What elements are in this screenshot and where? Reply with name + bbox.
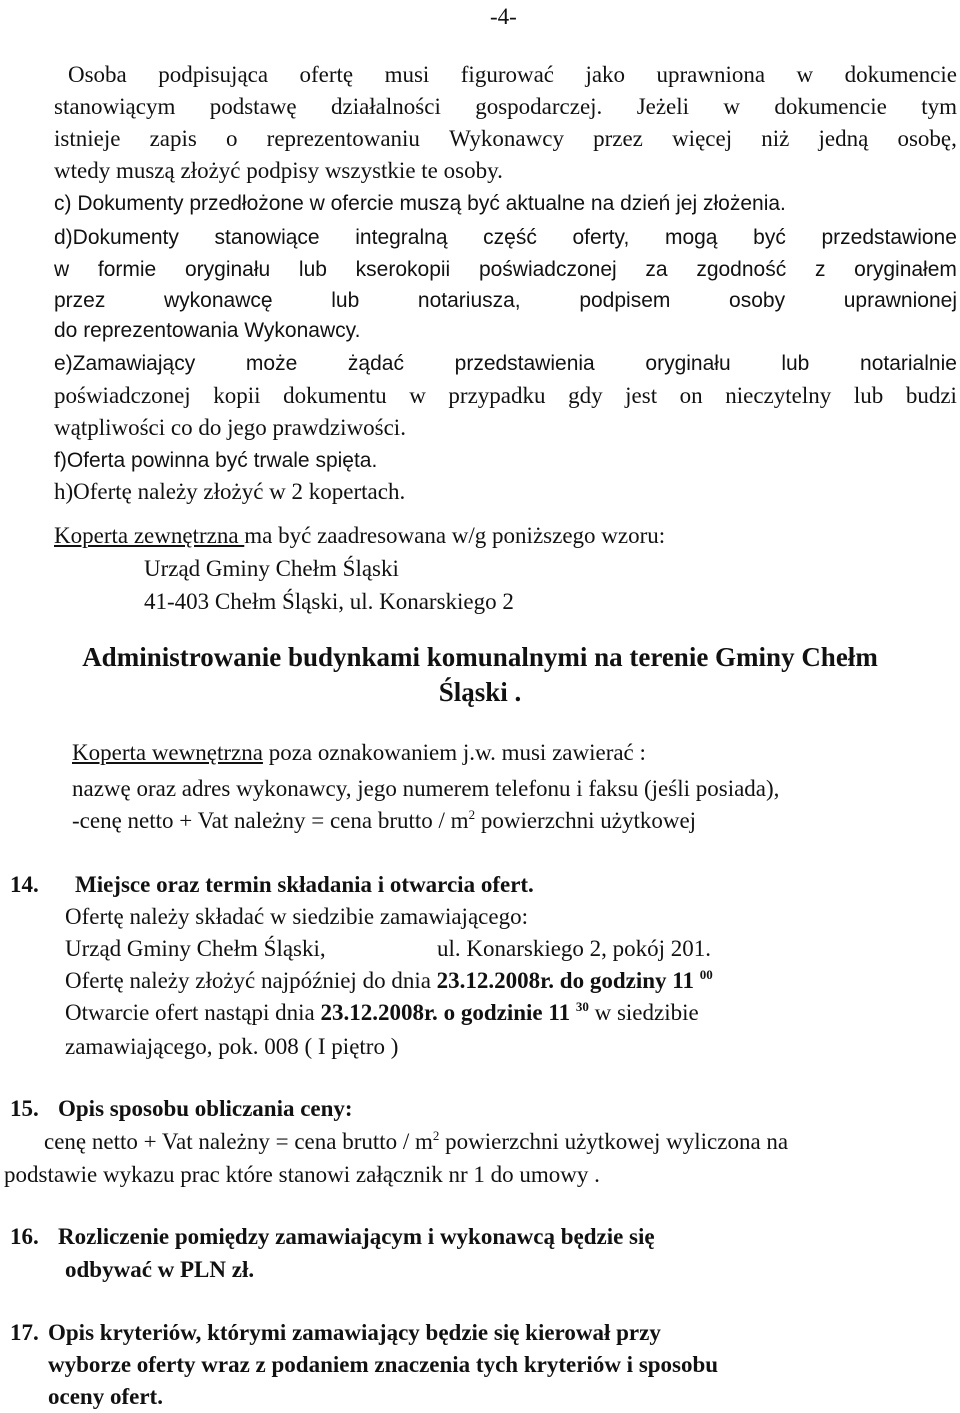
opening-date: 23.12.2008r.: [320, 1000, 438, 1025]
section-14-line-2b: ul. Konarskiego 2, pokój 201.: [437, 936, 712, 961]
section-14-number: 14.: [10, 872, 39, 897]
word: zgodność: [696, 258, 787, 281]
word: jedną: [818, 126, 869, 151]
submission-minutes: 00: [699, 967, 713, 982]
word: jako: [585, 62, 626, 87]
word: lub: [781, 352, 810, 375]
point-f: f)Oferta powinna być trwale spięta.: [54, 449, 378, 472]
word: Osoba: [68, 62, 127, 87]
word: uprawniona: [656, 62, 766, 87]
word: w: [723, 94, 741, 119]
inner-envelope-line: [72, 738, 646, 768]
tender-title-line-1: Administrowanie budynkami komunalnymi na terenie Gminy Chełm: [82, 642, 878, 672]
inner-envelope-line-3: [72, 806, 696, 836]
word: osoby: [729, 289, 786, 312]
section-16-title-line-2: odbywać w PLN zł.: [65, 1257, 255, 1282]
word: być: [753, 226, 786, 249]
word: z: [814, 258, 826, 281]
outer-envelope-label: Koperta zewnętrzna: [54, 523, 245, 548]
square-superscript: 2: [468, 807, 476, 822]
word: stanowiącym: [54, 94, 176, 119]
inner-envelope-line-2: nazwę oraz adres wykonawcy, jego numerem telefonu i faksu (jeśli posiada),: [72, 776, 780, 801]
word: oryginałem: [854, 258, 957, 281]
section-17-title-line-1: Opis kryteriów, którymi zamawiający będzie się kierował przy: [48, 1320, 661, 1345]
word: oryginału: [645, 352, 731, 375]
section-14-line-3: [65, 966, 713, 996]
point-c: c) Dokumenty przedłożone w ofercie muszą być aktualne na dzień jej złożenia.: [54, 192, 786, 215]
point-d-line-4: do reprezentowania Wykonawcy.: [54, 319, 361, 342]
section-16-number: 16.: [10, 1224, 39, 1249]
word: dokumencie: [844, 62, 957, 87]
section-15-line-1: [44, 1127, 788, 1157]
word: w: [54, 258, 70, 281]
word: przedstawienia: [454, 352, 595, 375]
word: budzi: [905, 383, 957, 408]
price-formula-suffix: powierzchni użytkowej wyliczona na: [439, 1129, 789, 1154]
word: uprawnionej: [843, 289, 957, 312]
word: oryginału: [184, 258, 271, 281]
inner-envelope-text: poza oznakowaniem j.w. musi zawierać :: [262, 740, 646, 765]
intro-line-1: [68, 60, 957, 90]
inner-envelope-label: Koperta wewnętrzna: [72, 740, 263, 765]
word: tym: [921, 94, 957, 119]
section-15-line-2: podstawie wykazu prac które stanowi załącznik nr 1 do umowy .: [4, 1162, 600, 1187]
word: przez: [54, 289, 106, 312]
word: podpisem: [579, 289, 671, 312]
word: osobę,: [897, 126, 957, 151]
word: może: [245, 352, 298, 375]
page-number: -4-: [490, 4, 517, 29]
point-d-line-3: [54, 286, 957, 316]
opening-hour: o godzinie 11: [437, 1000, 576, 1025]
price-formula-text: cenę netto + Vat należny = cena brutto / m: [44, 1129, 433, 1154]
word: oferty,: [572, 226, 630, 249]
word: kopii: [213, 383, 261, 408]
word: mogą: [664, 226, 718, 249]
word: podpisująca: [158, 62, 269, 87]
submission-deadline-text: Ofertę należy złożyć najpóźniej do dnia: [65, 968, 437, 993]
word: jest: [625, 383, 658, 408]
word: ofertę: [299, 62, 354, 87]
outer-envelope-address-1: Urząd Gminy Chełm Śląski: [144, 556, 399, 581]
word: poświadczonej: [478, 258, 617, 281]
word: wykonawcę: [164, 289, 273, 312]
word: d)Dokumenty: [54, 226, 179, 249]
word: niż: [761, 126, 790, 151]
outer-envelope-text: ma być zaadresowana w/g poniższego wzoru:: [244, 523, 666, 548]
point-e-line-1: [54, 349, 957, 379]
word: figurować: [460, 62, 555, 87]
point-e-line-2: [54, 381, 957, 411]
tender-title-line-2: Śląski .: [438, 677, 522, 707]
section-14-line-5: zamawiającego, pok. 008 ( I piętro ): [65, 1034, 399, 1059]
word: on: [679, 383, 703, 408]
word: Wykonawcy: [449, 126, 564, 151]
word: Jeżeli: [636, 94, 690, 119]
word: dokumentu: [283, 383, 387, 408]
intro-line-2: [54, 92, 957, 122]
word: lub: [298, 258, 327, 281]
submission-date: 23.12.2008r.: [436, 968, 555, 993]
price-formula-text: -cenę netto + Vat należny = cena brutto / m: [72, 808, 469, 833]
word: lub: [331, 289, 360, 312]
word: podstawę: [209, 94, 297, 119]
word: przypadku: [448, 383, 546, 408]
word: gospodarczej.: [475, 94, 603, 119]
word: e)Zamawiający: [54, 352, 196, 375]
word: formie: [97, 258, 157, 281]
word: w: [409, 383, 426, 408]
section-17-title-line-3: oceny ofert.: [48, 1384, 163, 1409]
word: przez: [593, 126, 643, 151]
word: reprezentowaniu: [266, 126, 420, 151]
word: część: [483, 226, 537, 249]
intro-line-3: [54, 124, 957, 154]
section-14-title: Miejsce oraz termin składania i otwarcia ofert.: [75, 872, 534, 897]
point-d-line-2: [54, 255, 957, 285]
word: stanowiące: [214, 226, 320, 249]
word: notarialnie: [860, 352, 957, 375]
word: działalności: [330, 94, 441, 119]
opening-text: Otwarcie ofert nastąpi dnia: [65, 1000, 321, 1025]
point-e-line-3: wątpliwości co do jego prawdziwości.: [54, 415, 406, 440]
intro-line-4: wtedy muszą złożyć podpisy wszystkie te osoby.: [54, 158, 503, 183]
word: poświadczonej: [54, 383, 191, 408]
section-15-number: 15.: [10, 1096, 39, 1121]
word: gdy: [568, 383, 603, 408]
square-superscript: 2: [432, 1128, 440, 1143]
section-15-title: Opis sposobu obliczania ceny:: [58, 1096, 353, 1121]
word: za: [645, 258, 668, 281]
word: kserokopii: [355, 258, 451, 281]
price-formula-suffix: powierzchni użytkowej: [475, 808, 697, 833]
outer-envelope-address-2: 41-403 Chełm Śląski, ul. Konarskiego 2: [144, 589, 514, 614]
submission-hour: do godziny 11: [554, 968, 700, 993]
opening-place: w siedzibie: [588, 1000, 699, 1025]
word: integralną: [355, 226, 448, 249]
word: przedstawione: [821, 226, 957, 249]
section-14-line-4: [65, 998, 699, 1028]
word: żądać: [347, 352, 404, 375]
word: istnieje: [54, 126, 121, 151]
section-14-line-2a: Urząd Gminy Chełm Śląski,: [65, 936, 326, 961]
outer-envelope-line: [54, 521, 665, 551]
word: zapis: [149, 126, 197, 151]
section-16-title-line-1: Rozliczenie pomiędzy zamawiającym i wykonawcą będzie się: [58, 1224, 655, 1249]
word: nieczytelny: [725, 383, 832, 408]
section-17-number: 17.: [10, 1320, 39, 1345]
section-17-title-line-2: wyborze oferty wraz z podaniem znaczenia tych kryteriów i sposobu: [48, 1352, 719, 1377]
word: w: [796, 62, 814, 87]
word: lub: [853, 383, 884, 408]
word: więcej: [672, 126, 733, 151]
opening-minutes: 30: [575, 999, 589, 1014]
section-14-line-1: Ofertę należy składać w siedzibie zamawiającego:: [65, 904, 528, 929]
word: dokumencie: [774, 94, 887, 119]
word: musi: [384, 62, 430, 87]
word: o: [226, 126, 238, 151]
point-h: h)Ofertę należy złożyć w 2 kopertach.: [54, 479, 406, 504]
word: notariusza,: [417, 289, 521, 312]
point-d-line-1: [54, 223, 957, 253]
